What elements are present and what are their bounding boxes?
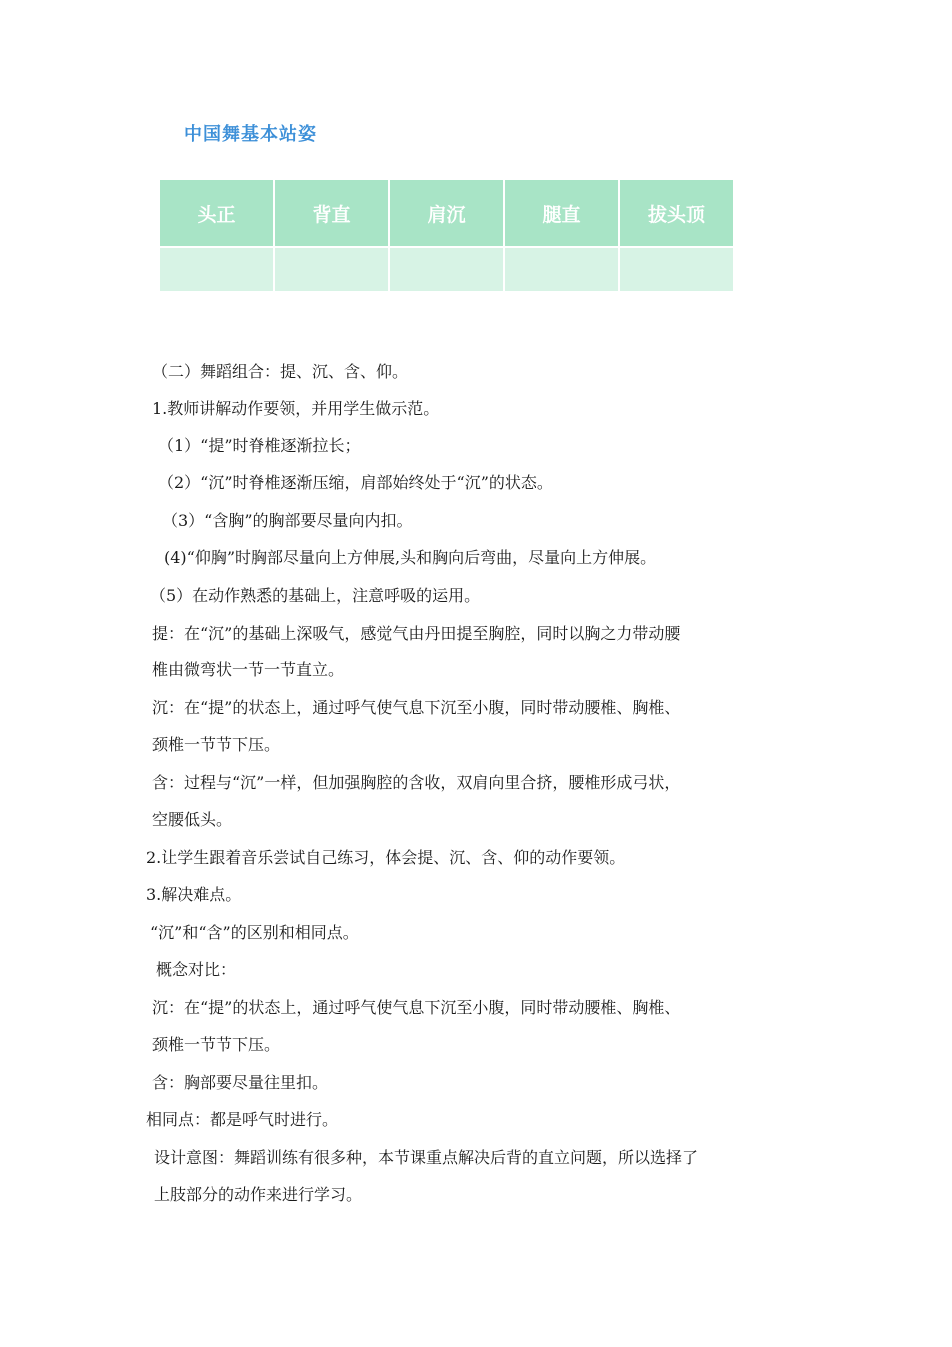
paragraph-line: 椎由微弯状一节一节直立。 bbox=[152, 660, 345, 679]
paragraph-line: 提：在“沉”的基础上深吸气，感觉气由丹田提至胸腔，同时以胸之力带动腰 bbox=[152, 624, 681, 643]
posture-blank-cell bbox=[389, 247, 504, 292]
paragraph-line: 沉：在“提”的状态上，通过呼气使气息下沉至小腹，同时带动腰椎、胸椎、 bbox=[152, 698, 681, 717]
point-item: （2）“沉”时脊椎逐渐压缩，肩部始终处于“沉”的状态。 bbox=[158, 473, 553, 492]
posture-blank-row bbox=[159, 247, 734, 292]
step-heading: 1.教师讲解动作要领，并用学生做示范。 bbox=[152, 399, 440, 418]
paragraph-line: 沉：在“提”的状态上，通过呼气使气息下沉至小腹，同时带动腰椎、胸椎、 bbox=[152, 998, 681, 1017]
point-item: （5）在动作熟悉的基础上，注意呼吸的运用。 bbox=[150, 586, 481, 605]
step-heading: 2.让学生跟着音乐尝试自己练习，体会提、沉、含、仰的动作要领。 bbox=[146, 848, 626, 867]
paragraph-line: 含：过程与“沉”一样，但加强胸腔的含收，双肩向里合挤，腰椎形成弓状， bbox=[152, 773, 681, 792]
paragraph-line: 颈椎一节节下压。 bbox=[152, 735, 281, 754]
paragraph-line: 相同点：都是呼气时进行。 bbox=[146, 1110, 339, 1129]
section-heading: （二）舞蹈组合：提、沉、含、仰。 bbox=[152, 362, 409, 381]
posture-header-cell: 拔头顶 bbox=[619, 179, 734, 247]
paragraph-line: 空腰低头。 bbox=[152, 810, 233, 829]
paragraph-line: “沉”和“含”的区别和相同点。 bbox=[150, 923, 359, 942]
posture-blank-cell bbox=[619, 247, 734, 292]
standing-posture-figure bbox=[146, 112, 746, 300]
point-item: （3）“含胸”的胸部要尽量向内扣。 bbox=[162, 511, 413, 530]
posture-header-row bbox=[159, 179, 734, 247]
point-item: (4)“仰胸”时胸部尽量向上方伸展,头和胸向后弯曲，尽量向上方伸展。 bbox=[164, 548, 657, 567]
posture-header-cell: 背直 bbox=[274, 179, 389, 247]
posture-blank-cell bbox=[504, 247, 619, 292]
figure-title: 中国舞基本站姿 bbox=[184, 124, 317, 145]
paragraph-line: 颈椎一节节下压。 bbox=[152, 1035, 281, 1054]
step-heading: 3.解决难点。 bbox=[146, 885, 242, 904]
paragraph-line: 含：胸部要尽量往里扣。 bbox=[152, 1073, 329, 1092]
paragraph-line: 概念对比： bbox=[156, 960, 237, 979]
posture-blank-cell bbox=[274, 247, 389, 292]
posture-table bbox=[158, 178, 735, 293]
posture-blank-cell bbox=[159, 247, 274, 292]
posture-header-cell: 肩沉 bbox=[389, 179, 504, 247]
point-item: （1）“提”时脊椎逐渐拉长； bbox=[158, 436, 361, 455]
posture-header-cell: 头正 bbox=[159, 179, 274, 247]
design-intent-line: 上肢部分的动作来进行学习。 bbox=[154, 1185, 363, 1204]
design-intent-line: 设计意图：舞蹈训练有很多种，本节课重点解决后背的直立问题，所以选择了 bbox=[154, 1148, 699, 1167]
posture-header-cell: 腿直 bbox=[504, 179, 619, 247]
